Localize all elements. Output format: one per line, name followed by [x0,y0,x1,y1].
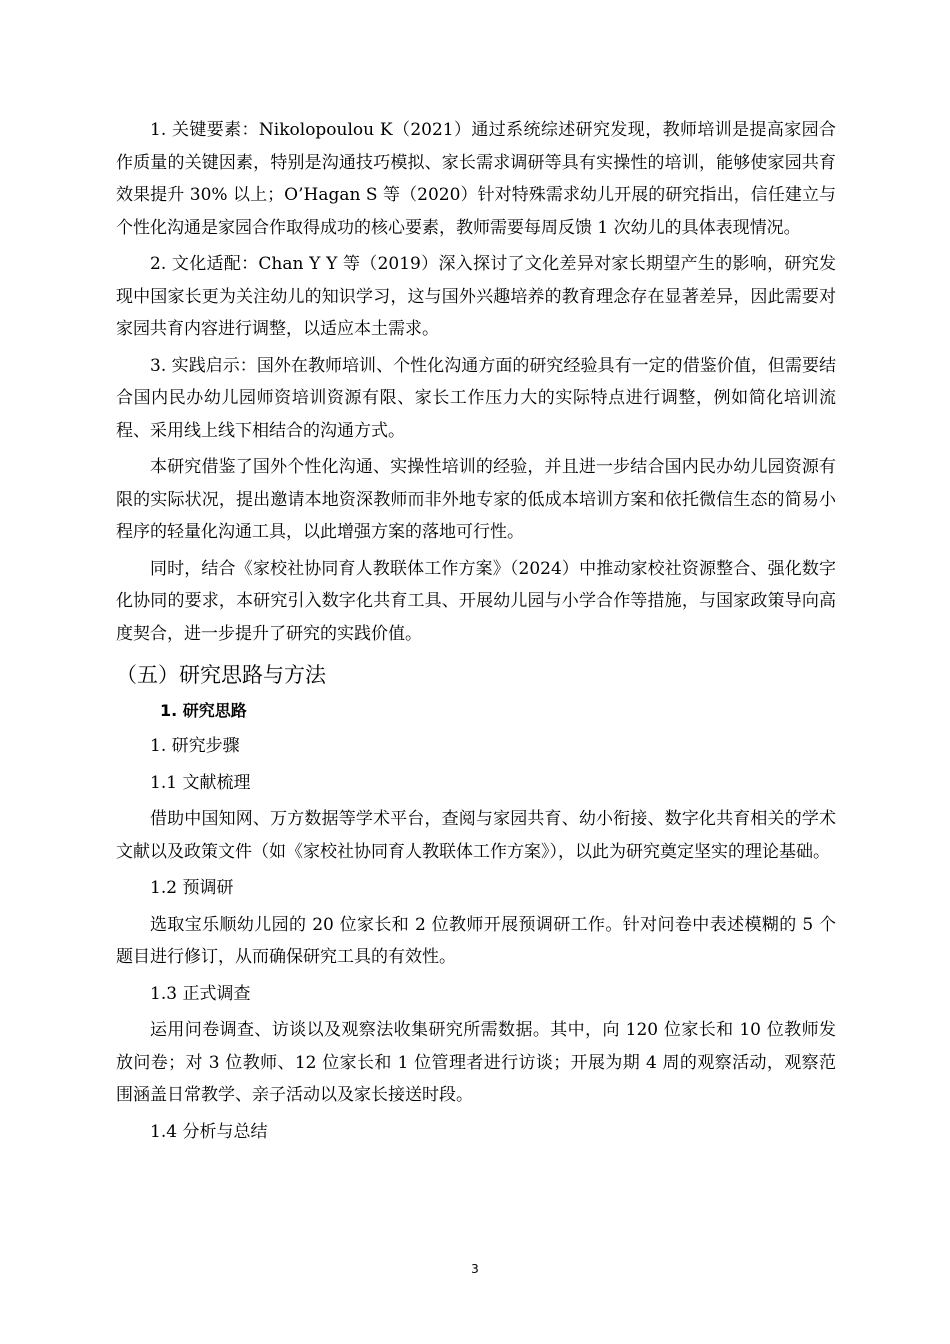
paragraph-cultural-adaptation: 2. 文化适配：Chan Y Y 等（2019）深入探讨了文化差异对家长期望产生的影响，研究发现中国家长更为关注幼儿的知识学习，这与国外兴趣培养的教育理念存在显著差异，因此需要对家园共育内容进行调整，以适应本土需求。 [116,254,836,339]
subsection-heading: 1. 研究思路 [160,701,247,720]
section-heading: （五）研究思路与方法 [116,663,326,687]
step1-text: 借助中国知网、万方数据等学术平台，查阅与家园共育、幼小衔接、数字化共育相关的学术文献以及政策文件（如《家校社协同育人教联体工作方案》），以此为研究奠定坚实的理论基础。 [116,809,836,862]
step1-heading: 1.1 文献梳理 [150,772,251,793]
page-number: 3 [471,1262,479,1276]
steps-heading: 1. 研究步骤 [150,736,240,756]
paragraph-policy-alignment: 同时，结合《家校社协同育人教联体工作方案》（2024）中推动家校社资源整合、强化数字化协同的要求，本研究引入数字化共育工具、开展幼儿园与小学合作等措施，与国家政策导向高度契合，进一步提升了研究的实践价值。 [116,558,836,644]
step4-heading: 1.4 分析与总结 [150,1121,268,1142]
step3-heading: 1.3 正式调查 [150,983,251,1004]
paragraph-practical-implications: 3. 实践启示：国外在教师培训、个性化沟通方面的研究经验具有一定的借鉴价值，但需要结合国内民办幼儿园师资培训资源有限、家长工作压力大的实际特点进行调整，例如简化培训流程、采用线上线下相结合的沟通方式。 [116,355,836,441]
page-content [116,114,836,1152]
step2-heading: 1.2 预调研 [150,878,234,898]
paragraph-key-elements: 1. 关键要素：Nikolopoulou K（2021）通过系统综述研究发现，教师培训是提高家园合作质量的关键因素，特别是沟通技巧模拟、家长需求调研等具有实操性的培训，能够使家园共育效果提升 30% 以上；O’Hagan S 等（2020）针对特殊需求幼儿开展的研究指出，信任建立与个性化沟通是家园合作取得成功的核心要素，教师需要每周反馈 1 次幼儿的具体表现情况。 [116,120,836,238]
paragraph-study-reference: 本研究借鉴了国外个性化沟通、实操性培训的经验，并且进一步结合国内民办幼儿园资源有限的实际状况，提出邀请本地资深教师而非外地专家的低成本培训方案和依托微信生态的简易小程序的轻量化沟通工具，以此增强方案的落地可行性。 [116,457,836,542]
step2-text: 选取宝乐顺幼儿园的 20 位家长和 2 位教师开展预调研工作。针对问卷中表述模糊的 5 个题目进行修订，从而确保研究工具的有效性。 [116,914,836,967]
step3-text: 运用问卷调查、访谈以及观察法收集研究所需数据。其中，向 120 位家长和 10 位教师发放问卷；对 3 位教师、12 位家长和 1 位管理者进行访谈；开展为期 4 周的观察活动，观察范围涵盖日常教学、亲子活动以及家长接送时段。 [116,1020,836,1105]
